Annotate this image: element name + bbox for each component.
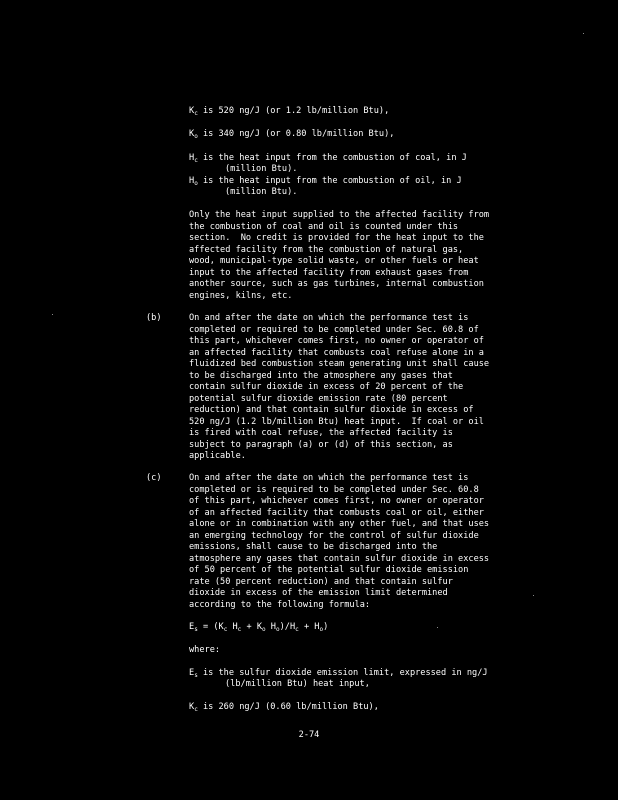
scan-speck xyxy=(533,595,534,596)
formula-part: ) xyxy=(323,622,329,632)
symbol: K xyxy=(189,106,195,116)
kc-definition-2 xyxy=(189,702,559,714)
symbol: H xyxy=(189,153,195,163)
hc-definition-cont: (million Btu). xyxy=(225,164,298,174)
symbol: H xyxy=(189,176,195,186)
symbol: K xyxy=(189,702,195,712)
es-definition xyxy=(189,668,559,680)
section-c-label: (c) xyxy=(146,473,162,483)
definition-text: is 260 ng/J (0.60 lb/million Btu), xyxy=(197,702,379,712)
where-label: where: xyxy=(189,645,221,655)
subscript: c xyxy=(194,706,198,713)
kc-definition xyxy=(189,106,559,118)
formula-subscript: o xyxy=(262,626,266,633)
subscript: s xyxy=(194,672,198,679)
subscript: c xyxy=(194,157,198,164)
symbol: K xyxy=(189,129,195,139)
subscript: c xyxy=(194,110,198,117)
formula-part: )/H xyxy=(279,622,296,632)
emission-formula xyxy=(189,622,559,634)
subscript: o xyxy=(194,133,198,140)
formula-subscript: c xyxy=(237,626,242,633)
definition-text: is 340 ng/J (or 0.80 lb/million Btu), xyxy=(197,129,395,139)
definition-text: is the heat input from the combustion of coal, in J xyxy=(197,153,467,163)
formula-part: = (K xyxy=(197,622,224,632)
definition-text: is the heat input from the combustion of oil, in J xyxy=(197,176,462,186)
formula-part: H xyxy=(265,622,276,632)
section-b-text: On and after the date on which the performance test is completed or required to be completed under Sec. 60.8 of this part, whichever comes first, no owner or operator of an affected facility that combusts coal refuse alone in a fluidized bed combustion steam generating unit shall cause to be discharged into the atmosphere any gases that contain sulfur dioxide in excess of 20 percent of the potential sulfur dioxide emission rate (80 percent reduction) and that contain sulfur dioxide in excess of 520 ng/J (1.2 lb/million Btu) heat input. If coal or oil is fired with coal refuse, the affected facility is subject to paragraph (a) or (d) of this section, as applicable. xyxy=(189,313,490,461)
definition-text: is 520 ng/J (or 1.2 lb/million Btu), xyxy=(197,106,390,116)
scan-speck xyxy=(583,33,584,34)
formula-subscript: o xyxy=(319,626,324,633)
formula-subscript: c xyxy=(223,626,228,633)
formula-subscript: o xyxy=(275,626,280,633)
ho-definition-cont: (million Btu). xyxy=(225,187,298,197)
heat-input-paragraph: Only the heat input supplied to the affected facility from the combustion of coal and oil is counted under this section. No credit is provided for the heat input to the affected facility from the combustion of natural gas, wood, municipal-type solid waste, or other fuels or heat input to the affected facility from exhaust gases from another source, such as gas turbines, internal combustion engines, kilns, etc. xyxy=(189,210,490,301)
section-c-text: On and after the date on which the performance test is completed or is required to be completed under Sec. 60.8 of this part, whichever comes first, no owner or operator of an affected facility that combusts coal or oil, either alone or in combination with any other fuel, and that uses an emerging technology for the control of sulfur dioxide emissions, shall cause to be discharged into the atmosphere any gases that contain sulfur dioxide in excess of 50 percent of the potential sulfur dioxide emission rate (50 percent reduction) and that contain sulfur dioxide in excess of the emission limit determined according to the following formula: xyxy=(189,473,490,610)
definition-text: is the sulfur dioxide emission limit, expressed in ng/J xyxy=(197,668,488,678)
ho-definition xyxy=(189,176,559,188)
es-definition-cont: (lb/million Btu) heat input, xyxy=(225,679,370,689)
formula-part: H xyxy=(227,622,238,632)
scan-speck xyxy=(52,314,53,315)
subscript: o xyxy=(194,180,198,187)
page-number: 2-74 xyxy=(298,730,320,740)
scan-speck xyxy=(437,627,438,628)
hc-definition xyxy=(189,153,559,165)
formula-subscript: s xyxy=(194,626,198,633)
formula-subscript: c xyxy=(295,626,299,633)
formula-part: E xyxy=(189,622,195,632)
symbol: E xyxy=(189,668,195,678)
formula-part: + K xyxy=(241,622,262,632)
ko-definition xyxy=(189,129,559,141)
formula-part: + H xyxy=(298,622,320,632)
section-b-label: (b) xyxy=(146,313,162,323)
